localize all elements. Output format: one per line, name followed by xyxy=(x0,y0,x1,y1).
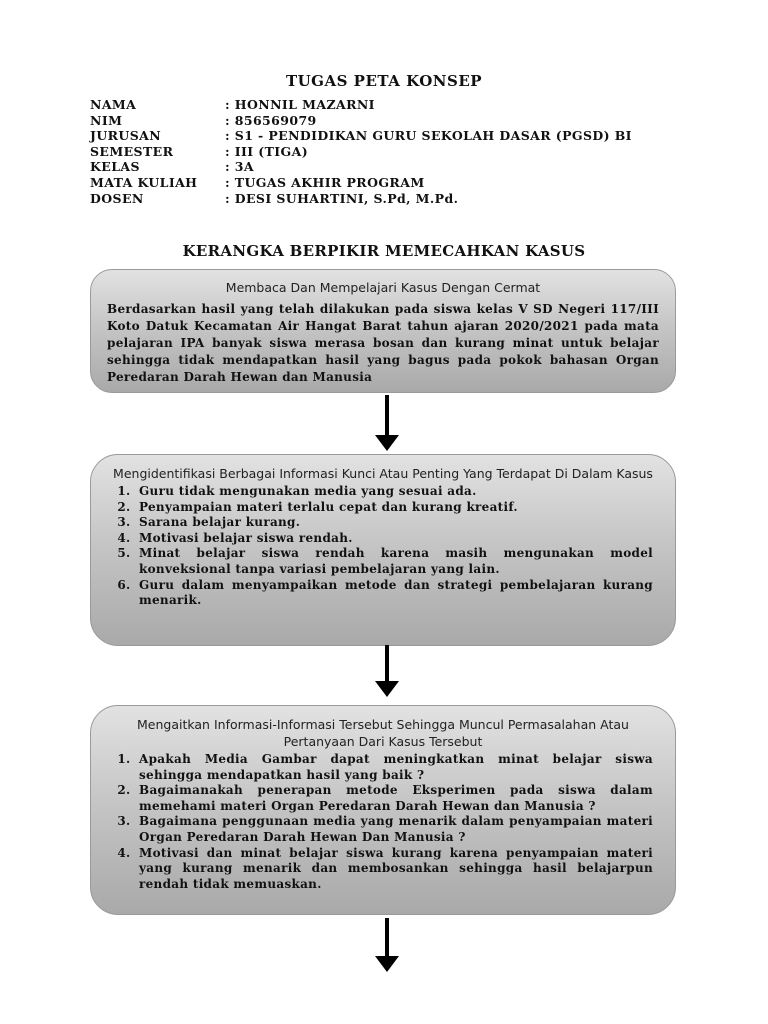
page-title: TUGAS PETA KONSEP xyxy=(285,72,483,90)
info-label: JURUSAN xyxy=(90,128,162,144)
box-heading: Mengidentifikasi Berbagai Informasi Kunci Atau Penting Yang Terdapat Di Dalam Kasus xyxy=(113,466,653,481)
key-information-box xyxy=(90,454,676,646)
info-value: : 3A xyxy=(225,159,254,175)
list-item: 3. Sarana belajar kurang. xyxy=(135,515,653,531)
info-value: : TUGAS AKHIR PROGRAM xyxy=(225,174,425,190)
info-row-jurusan xyxy=(90,128,730,144)
list-item: 1. Guru tidak mengunakan media yang sesuai ada. xyxy=(135,484,653,500)
info-row-nama xyxy=(90,97,730,113)
problem-questions-list xyxy=(113,752,653,892)
info-value: : HONNIL MAZARNI xyxy=(225,97,375,112)
info-row-nim xyxy=(90,113,730,129)
list-item: 2. Penyampaian materi terlalu cepat dan kurang kreatif. xyxy=(135,500,653,516)
info-value: : 856569079 xyxy=(225,112,317,128)
key-information-list xyxy=(113,484,653,609)
problem-questions-box xyxy=(90,705,676,915)
list-item: 5. Minat belajar siswa rendah karena masih mengunakan model konveksional tanpa variasi pembelajaran yang lain. xyxy=(135,546,653,577)
list-item: 3. Bagaimana penggunaan media yang menarik dalam penyampaian materi Organ Peredaran Darah Hewan Dan Manusia ? xyxy=(135,814,653,845)
list-item: 2. Bagaimanakah penerapan metode Eksperimen pada siswa dalam memehami materi Organ Peredaran Darah Hewan dan Manusia ? xyxy=(135,783,653,814)
section-title: KERANGKA BERPIKIR MEMECAHKAN KASUS xyxy=(182,242,586,260)
info-value: : S1 - PENDIDIKAN GURU SEKOLAH DASAR (PGSD) BI xyxy=(225,128,632,144)
info-label: MATA KULIAH xyxy=(90,174,198,190)
info-row-kelas xyxy=(90,159,730,175)
info-label: NIM xyxy=(90,112,123,128)
down-arrow-icon xyxy=(375,645,399,697)
info-value: : DESI SUHARTINI, S.Pd, M.Pd. xyxy=(225,190,459,206)
list-item: 4. Motivasi belajar siswa rendah. xyxy=(135,531,653,547)
student-info xyxy=(90,97,730,206)
info-label: DOSEN xyxy=(90,190,144,206)
info-label: NAMA xyxy=(90,97,137,112)
info-row-dosen xyxy=(90,191,730,207)
box-heading: Membaca Dan Mempelajari Kasus Dengan Cermat xyxy=(225,280,541,295)
list-item: 6. Guru dalam menyampaikan metode dan strategi pembelajaran kurang menarik. xyxy=(135,578,653,609)
down-arrow-icon xyxy=(375,395,399,451)
box-heading: Mengaitkan Informasi-Informasi Tersebut Sehingga Muncul Permasalahan Atau Pertanyaan Dari Kasus Tersebut xyxy=(137,717,629,749)
case-description: Berdasarkan hasil yang telah dilakukan pada siswa kelas V SD Negeri 117/III Koto Datuk Kecamatan Air Hangat Barat tahun ajaran 2020/2021 pada mata pelajaran IPA banyak siswa merasa bosan dan kurang minat untuk belajar sehingga tidak mendapatkan hasil yang bagus pada pokok bahasan Organ Peredaran Darah Hewan dan Manusia xyxy=(107,302,659,384)
info-label: SEMESTER xyxy=(90,143,174,159)
down-arrow-icon xyxy=(375,918,399,972)
info-value: : III (TIGA) xyxy=(225,143,309,159)
list-item: 4. Motivasi dan minat belajar siswa kurang karena penyampaian materi yang kurang menarik dan membosankan sehingga hasil belajarpun rendah tidak memuaskan. xyxy=(135,846,653,893)
info-label: KELAS xyxy=(90,159,140,175)
case-reading-box xyxy=(90,269,676,393)
info-row-semester xyxy=(90,144,730,160)
list-item: 1. Apakah Media Gambar dapat meningkatkan minat belajar siswa sehingga mendapatkan hasil yang baik ? xyxy=(135,752,653,783)
info-row-mata-kuliah xyxy=(90,175,730,191)
